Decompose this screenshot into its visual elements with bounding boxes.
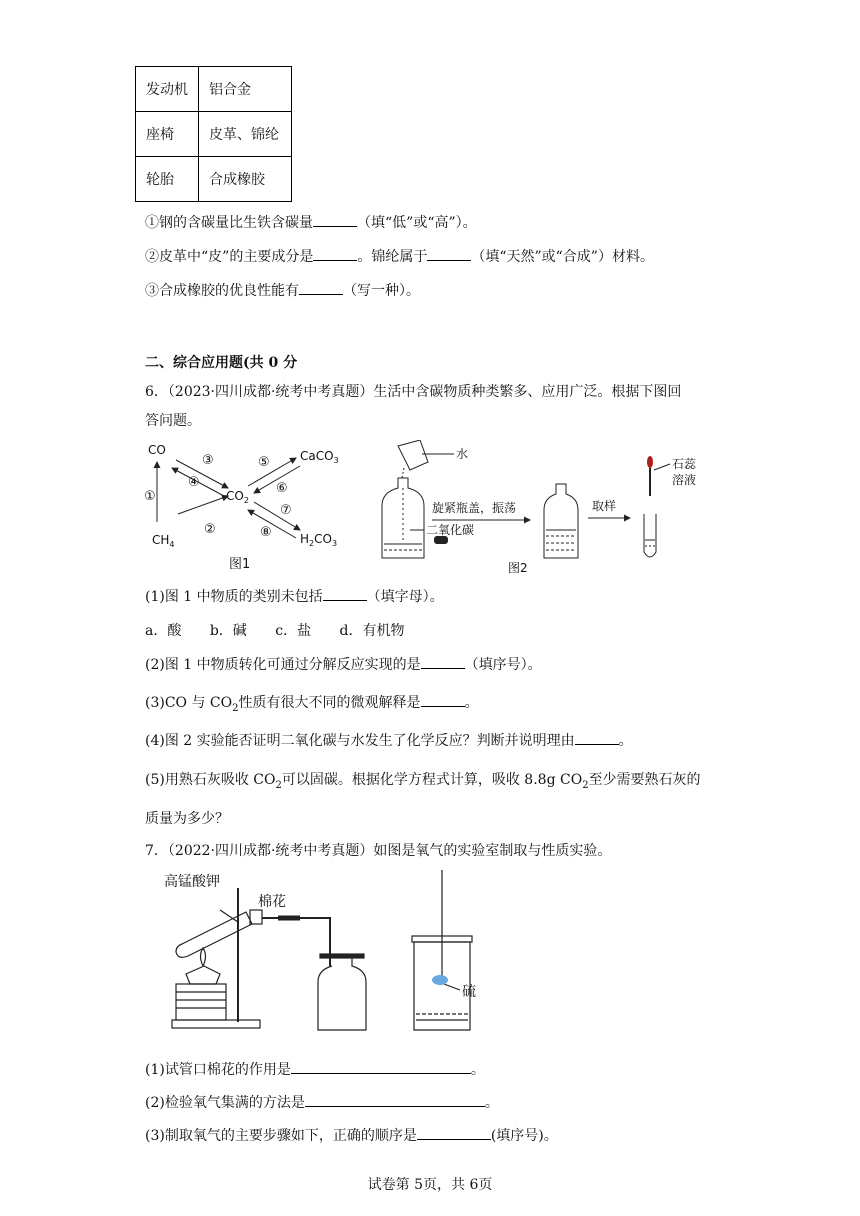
q6-text: (3)CO 与 CO — [145, 695, 233, 711]
q6-part-2 — [145, 654, 542, 674]
figure-1-caption: 图1 — [229, 557, 251, 572]
q6-text: (4)图 2 实验能否证明二氧化碳与水发生了化学反应？判断并说明理由 — [145, 733, 575, 749]
q6-stem: 6．（2023·四川成都·统考中考真题）生活中含碳物质种类繁多、应用广泛。根据下图回 — [145, 384, 682, 400]
label-sulfur: 硫 — [462, 984, 476, 1000]
delivery-tube — [262, 918, 330, 966]
arrow-2 — [178, 496, 228, 514]
dropper-bulb — [647, 456, 653, 468]
oxygen-apparatus-figure — [160, 870, 490, 1036]
q6-text: 。 — [464, 695, 479, 711]
q7-text: (1)试管口棉花的作用是 — [145, 1062, 291, 1078]
label-n6: ⑥ — [276, 481, 288, 496]
q6-text: 可以固碳。根据化学方程式计算，吸收 8.8g CO — [281, 772, 583, 788]
answer-blank[interactable] — [421, 656, 465, 669]
q7-text: (3)制取氧气的主要步骤如下，正确的顺序是 — [145, 1128, 417, 1144]
answer-blank[interactable] — [323, 588, 367, 601]
bottle-2 — [544, 484, 578, 558]
q6-text: （填字母）。 — [366, 589, 444, 605]
flame — [201, 948, 206, 966]
stopper — [250, 910, 262, 924]
q7-text: (2)检验氧气集满的方法是 — [145, 1095, 305, 1111]
answer-blank[interactable] — [427, 248, 471, 261]
section-heading: 二、综合应用题(共 0 分 — [145, 355, 298, 371]
sulfur-flame — [432, 975, 448, 985]
table-row — [136, 112, 292, 157]
table-cell: 轮胎 — [136, 157, 199, 202]
label-co: CO — [148, 443, 166, 457]
q7-text: 。 — [484, 1095, 499, 1111]
q5-text: ①钢的含碳量比生铁含碳量 — [145, 215, 313, 231]
collection-bottle — [318, 956, 366, 1030]
label-co2: 二氧化碳 — [426, 523, 475, 537]
answer-blank[interactable] — [421, 694, 465, 707]
table-row — [136, 67, 292, 112]
bottle-cap — [434, 536, 448, 544]
label-n3: ③ — [202, 453, 214, 468]
q7-text: 。 — [470, 1062, 485, 1078]
answer-blank[interactable] — [417, 1127, 491, 1140]
q5-text: （填“天然”或“合成”）材料。 — [471, 249, 654, 265]
test-tube — [176, 912, 252, 957]
answer-blank[interactable] — [313, 214, 357, 227]
q6-text: (1)图 1 中物质的类别未包括 — [145, 589, 323, 605]
q5-text: ③合成橡胶的优良性能有 — [145, 283, 299, 299]
litmus-pointer — [654, 464, 670, 470]
label-caco3: CaCO$_3$ — [300, 449, 339, 465]
label-h2co3: $H_2CO_3$ — [300, 532, 338, 548]
answer-blank[interactable] — [313, 248, 357, 261]
label-n5: ⑤ — [258, 455, 270, 470]
label-n2: ② — [204, 522, 216, 537]
q6-part-5-cont: 质量为多少？ — [145, 811, 229, 827]
label-kmno4: 高锰酸钾 — [164, 874, 220, 890]
q6-options — [145, 620, 405, 640]
table-cell: 发动机 — [136, 67, 199, 112]
label-n1: ① — [144, 489, 156, 504]
sulfur-pointer — [444, 984, 460, 990]
label-shake: 旋紧瓶盖，振荡 — [432, 501, 517, 515]
q6-text: 。 — [618, 733, 633, 749]
q6-stem: 答问题。 — [145, 413, 201, 429]
figure-1-diagram — [140, 436, 350, 574]
stand-base — [172, 1020, 260, 1028]
q5-text: （填“低”或“高”）。 — [357, 215, 477, 231]
q6-text: (2)图 1 中物质转化可通过分解反应实现的是 — [145, 657, 421, 673]
wood-block — [176, 984, 226, 1020]
beaker — [398, 440, 428, 470]
glass-plate — [320, 954, 364, 958]
label-n4: ④ — [188, 475, 200, 490]
table-row — [136, 157, 292, 202]
q5-text: 。锦纶属于 — [357, 249, 428, 265]
page-footer: 试卷第 5页，共 6页 — [367, 1177, 493, 1193]
label-ch4: $CH_4$ — [152, 533, 175, 549]
label-litmus: 石蕊 — [672, 457, 697, 471]
label-water: 水 — [456, 447, 469, 461]
label-cotton: 棉花 — [258, 894, 286, 910]
label-co2: $CO_2$ — [226, 489, 249, 505]
q5-text: ②皮革中“皮”的主要成分是 — [145, 249, 314, 265]
q7-stem: 7．（2022·四川成都·统考中考真题）如图是氧气的实验室制取与性质实验。 — [145, 843, 612, 859]
alcohol-lamp — [186, 966, 220, 984]
q5-item-2 — [145, 246, 654, 266]
q5-item-1 — [145, 212, 477, 232]
q6-text: (5)用熟石灰吸收 CO — [145, 772, 276, 788]
label-n8: ⑧ — [260, 525, 272, 540]
answer-blank[interactable] — [299, 282, 343, 295]
q7-part-1 — [145, 1059, 485, 1079]
q6-part-4 — [145, 730, 633, 750]
label-sample: 取样 — [592, 499, 617, 513]
label-litmus: 溶液 — [672, 473, 697, 487]
option-d: d．有机物 — [339, 623, 405, 639]
table-cell: 皮革、锦纶 — [199, 112, 292, 157]
q6-part-3: (3)CO 与 $CO_2$性质有很大不同的微观解释是 。 — [145, 695, 479, 714]
figure-2-diagram — [380, 440, 700, 574]
q7-part-2 — [145, 1092, 499, 1112]
q7-text: (填序号)。 — [490, 1128, 558, 1144]
table-cell: 座椅 — [136, 112, 199, 157]
q5-item-3 — [145, 280, 420, 300]
q6-text: （填序号）。 — [464, 657, 542, 673]
water-stream — [402, 468, 404, 478]
figure-2-caption: 图2 — [508, 561, 528, 574]
label-n7: ⑦ — [280, 503, 292, 518]
table-cell: 合成橡胶 — [199, 157, 292, 202]
answer-blank[interactable] — [291, 1061, 471, 1074]
q7-part-3 — [145, 1125, 558, 1145]
q6-text: 至少需要熟石灰的 — [588, 772, 701, 788]
table-cell: 铝合金 — [199, 67, 292, 112]
q5-text: （写一种）。 — [343, 283, 420, 299]
q6-part-1 — [145, 586, 444, 606]
option-b: b．碱 — [209, 623, 247, 639]
test-tube — [644, 514, 656, 557]
option-a: a．酸 — [145, 623, 182, 639]
option-c: c．盐 — [275, 623, 312, 639]
q6-text: 性质有很大不同的微观解释是 — [238, 695, 421, 711]
materials-table — [135, 66, 292, 202]
answer-blank[interactable] — [305, 1094, 485, 1107]
answer-blank[interactable] — [575, 732, 619, 745]
q6-part-5: (5)用熟石灰吸收 $CO_2$可以固碳。根据化学方程式计算，吸收 8.8g $CO_2$至少需要熟石灰的 — [145, 772, 701, 791]
